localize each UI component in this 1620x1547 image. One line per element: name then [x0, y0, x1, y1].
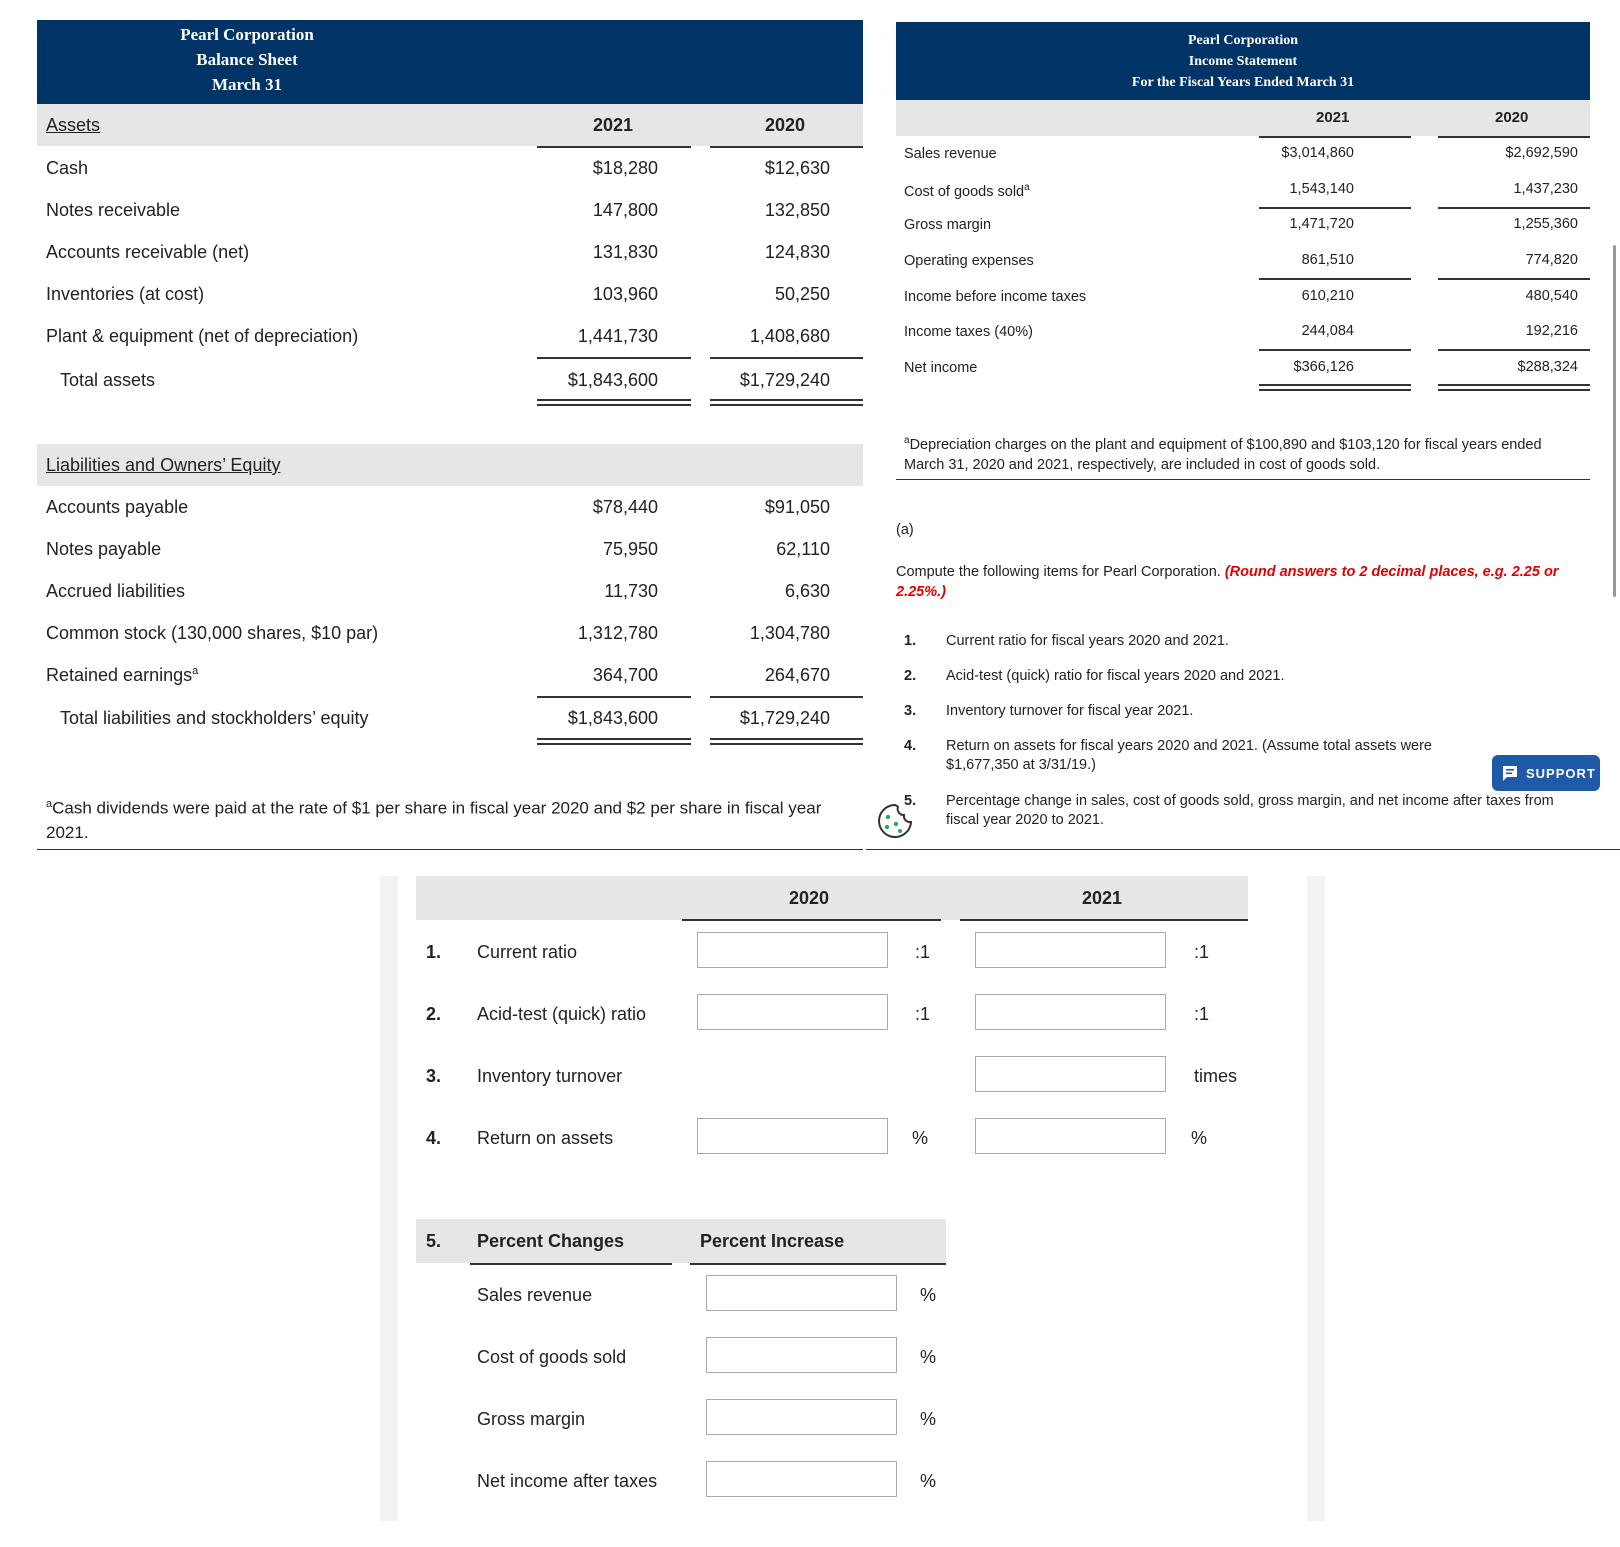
row-label: Total assets [60, 370, 156, 390]
cogs-pct-input[interactable] [706, 1337, 897, 1373]
value-2020: $91,050 [764, 497, 830, 517]
question-instruction [896, 562, 1586, 602]
row-label: Accrued liabilities [46, 581, 186, 601]
sales-revenue-pct-input[interactable] [706, 1275, 897, 1311]
row-label: Gross margin [477, 1409, 586, 1429]
liability-row [38, 529, 858, 569]
value-2021: 11,730 [604, 581, 658, 601]
row-label: Accounts payable [46, 497, 189, 517]
row-label [46, 665, 198, 686]
unit-label: :1 [915, 942, 931, 962]
unit-label: % [920, 1347, 937, 1367]
is-company: Pearl Corporation [1187, 33, 1299, 48]
unit-label: :1 [1194, 1004, 1210, 1024]
value-2020: 480,540 [1525, 288, 1578, 304]
bs-year-2020: 2020 [765, 115, 806, 135]
asset-row [38, 316, 858, 356]
row-label: Gross margin [904, 217, 992, 233]
current-ratio-2021-input[interactable] [975, 932, 1166, 968]
value-2020: 1,304,780 [749, 623, 830, 643]
row-label: Net income after taxes [477, 1471, 658, 1491]
value-2020: 774,820 [1525, 252, 1578, 268]
value-2020: $1,729,240 [739, 708, 830, 728]
balance-sheet-header [37, 20, 863, 104]
is-row [896, 316, 1590, 350]
percent-changes-heading: Percent Changes [477, 1231, 625, 1251]
value-2020: 1,408,680 [749, 326, 830, 346]
item-text: Inventory turnover for fiscal year 2021. [946, 703, 1194, 719]
value-2021: 364,700 [592, 665, 658, 685]
value-2021: $18,280 [592, 158, 658, 178]
row-number: 5. [426, 1231, 442, 1251]
footnote-marker: a [46, 798, 53, 810]
row-label: Inventories (at cost) [46, 284, 205, 304]
row-label: Sales revenue [904, 146, 997, 162]
value-2020: $288,324 [1517, 359, 1578, 375]
income-statement-header [896, 22, 1590, 100]
unit-label: % [920, 1409, 937, 1429]
chat-icon [1501, 764, 1519, 782]
scrollbar[interactable] [1613, 245, 1616, 597]
value-2021: $3,014,860 [1281, 145, 1354, 161]
is-row [896, 209, 1590, 243]
row-label: Current ratio [477, 942, 578, 962]
footnote-text: Cash dividends were paid at the rate of $1 per share in fiscal year 2020 and $2 per share in fiscal year 2021. [46, 798, 822, 842]
value-2021: 861,510 [1301, 252, 1354, 268]
percent-changes-header [416, 1219, 946, 1263]
row-label: Accounts receivable (net) [46, 242, 250, 262]
row-label-text: Retained earnings [46, 665, 193, 685]
bs-date: March 31 [211, 75, 283, 94]
is-year-bar [896, 100, 1590, 136]
answer-right-gutter [1307, 876, 1325, 1521]
total-liabilities-row [38, 698, 858, 738]
row-number: 1. [426, 942, 442, 962]
instruction-text: Compute the following items for Pearl Corporation. [896, 564, 1221, 580]
value-2021: 131,830 [592, 242, 658, 262]
row-label-text: Cost of goods sold [904, 183, 1025, 200]
row-label: Income taxes (40%) [904, 324, 1033, 340]
round-note: (Round answers to 2 decimal places, e.g. 2.25 or 2.25%.) [896, 564, 1559, 600]
balance-sheet-footnote [46, 792, 846, 845]
row-label: Sales revenue [477, 1285, 593, 1305]
unit-label: % [1191, 1128, 1208, 1148]
answer-header-bar [416, 876, 1248, 920]
footnote-text: Depreciation charges on the plant and equipment of $100,890 and $103,120 for fiscal years ended March 31, 2020 and 2021, respectively, are included in cost of goods sold. [904, 436, 1542, 473]
item-text: Current ratio for fiscal years 2020 and 2021. [946, 633, 1229, 649]
value-2021: 1,471,720 [1289, 216, 1354, 232]
is-year-2021: 2021 [1316, 109, 1350, 126]
unit-label: % [912, 1128, 929, 1148]
row-number: 3. [426, 1066, 442, 1086]
footnote-marker: a [192, 665, 199, 677]
row-label: Operating expenses [904, 253, 1034, 269]
is-title: Income Statement [1188, 54, 1298, 69]
item-text: Return on assets for fiscal years 2020 and 2021. (Assume total assets were $1,677,350 at 3/31/19.) [946, 738, 1432, 773]
bs-year-2021: 2021 [593, 115, 634, 135]
liabilities-heading-bar [37, 444, 863, 486]
row-number: 2. [426, 1004, 442, 1024]
item-number: 5. [904, 793, 917, 809]
value-2021: 1,441,730 [577, 326, 658, 346]
is-row [896, 174, 1590, 208]
income-statement-footnote [904, 431, 1584, 475]
row-label: Inventory turnover [477, 1066, 623, 1086]
value-2020: 62,110 [776, 539, 830, 559]
liability-row [38, 613, 858, 653]
row-label: Total liabilities and stockholders’ equity [60, 708, 369, 728]
liability-row [38, 487, 858, 527]
value-2020: 6,630 [784, 581, 830, 601]
net-income-pct-input[interactable] [706, 1461, 897, 1497]
value-2021: $366,126 [1293, 359, 1354, 375]
row-label: Cash [46, 158, 89, 178]
answer-col-2021: 2021 [1082, 888, 1123, 908]
asset-row [38, 274, 858, 314]
value-2021: 103,960 [592, 284, 658, 304]
value-2020: 264,670 [764, 665, 830, 685]
item-number: 2. [904, 668, 917, 684]
is-period: For the Fiscal Years Ended March 31 [1131, 75, 1355, 90]
row-label: Net income [904, 360, 978, 376]
percent-increase-heading: Percent Increase [700, 1231, 845, 1251]
value-2021: 1,312,780 [577, 623, 658, 643]
liability-row [38, 571, 858, 611]
unit-label: times [1194, 1066, 1238, 1086]
value-2020: 1,437,230 [1513, 181, 1578, 197]
row-label: Common stock (130,000 shares, $10 par) [46, 623, 379, 643]
support-label: SUPPORT [1526, 766, 1596, 781]
answer-col-2020: 2020 [789, 888, 830, 908]
bs-title: Balance Sheet [196, 50, 298, 69]
value-2020: 192,216 [1525, 323, 1578, 339]
gross-margin-pct-input[interactable] [706, 1399, 897, 1435]
return-on-assets-2020-input[interactable] [697, 1118, 888, 1154]
value-2020: 124,830 [764, 242, 830, 262]
value-2021: 610,210 [1301, 288, 1354, 304]
asset-row [38, 190, 858, 230]
return-on-assets-2021-input[interactable] [975, 1118, 1166, 1154]
row-label: Cost of goods sold [477, 1347, 627, 1367]
is-row [896, 352, 1590, 386]
row-number: 4. [426, 1128, 442, 1148]
item-text: Percentage change in sales, cost of goods sold, gross margin, and net income after taxes from fiscal year 2020 to 2021. [946, 793, 1554, 828]
row-label: Return on assets [477, 1128, 614, 1148]
item-text: Acid-test (quick) ratio for fiscal years 2020 and 2021. [946, 668, 1285, 684]
row-label: Plant & equipment (net of depreciation) [46, 326, 359, 346]
question-part: (a) [896, 522, 914, 538]
asset-row [38, 148, 858, 188]
item-number: 4. [904, 738, 917, 754]
value-2020: $12,630 [764, 158, 830, 178]
asset-row [38, 232, 858, 272]
unit-label: % [920, 1285, 937, 1305]
total-assets-row [38, 360, 858, 400]
value-2021: 75,950 [602, 539, 658, 559]
inventory-turnover-2021-input[interactable] [975, 1056, 1166, 1092]
liabilities-heading: Liabilities and Owners’ Equity [46, 455, 281, 475]
bs-company: Pearl Corporation [180, 25, 314, 44]
value-2020: 1,255,360 [1513, 216, 1578, 232]
value-2021: 1,543,140 [1289, 181, 1354, 197]
is-row [896, 138, 1590, 172]
answer-left-gutter [380, 876, 398, 1521]
value-2021: $78,440 [592, 497, 658, 517]
cookie-settings-icon[interactable] [876, 802, 914, 840]
item-number: 1. [904, 633, 917, 649]
is-year-2020: 2020 [1495, 109, 1529, 126]
value-2020: 50,250 [774, 284, 830, 304]
unit-label: :1 [915, 1004, 931, 1024]
value-2020: $1,729,240 [739, 370, 830, 390]
row-label: Income before income taxes [904, 289, 1087, 305]
assets-heading: Assets [46, 115, 101, 135]
row-label [904, 182, 1030, 200]
row-label: Notes receivable [46, 200, 181, 220]
is-row [896, 281, 1590, 315]
acid-test-ratio-2020-input[interactable] [697, 994, 888, 1030]
value-2021: $1,843,600 [567, 708, 658, 728]
item-number: 3. [904, 703, 917, 719]
current-ratio-2020-input[interactable] [697, 932, 888, 968]
unit-label: :1 [1194, 942, 1210, 962]
acid-test-ratio-2021-input[interactable] [975, 994, 1166, 1030]
liability-row [38, 655, 858, 695]
support-button[interactable] [1492, 755, 1600, 791]
value-2021: 147,800 [592, 200, 658, 220]
is-row [896, 245, 1590, 279]
footnote-marker: a [1024, 182, 1030, 193]
row-label: Acid-test (quick) ratio [477, 1004, 647, 1024]
value-2020: 132,850 [764, 200, 830, 220]
value-2021: 244,084 [1301, 323, 1354, 339]
assets-heading-bar [37, 104, 863, 146]
footnote-marker: a [904, 435, 910, 446]
unit-label: % [920, 1471, 937, 1491]
value-2021: $1,843,600 [567, 370, 658, 390]
row-label: Notes payable [46, 539, 162, 559]
value-2020: $2,692,590 [1505, 145, 1578, 161]
